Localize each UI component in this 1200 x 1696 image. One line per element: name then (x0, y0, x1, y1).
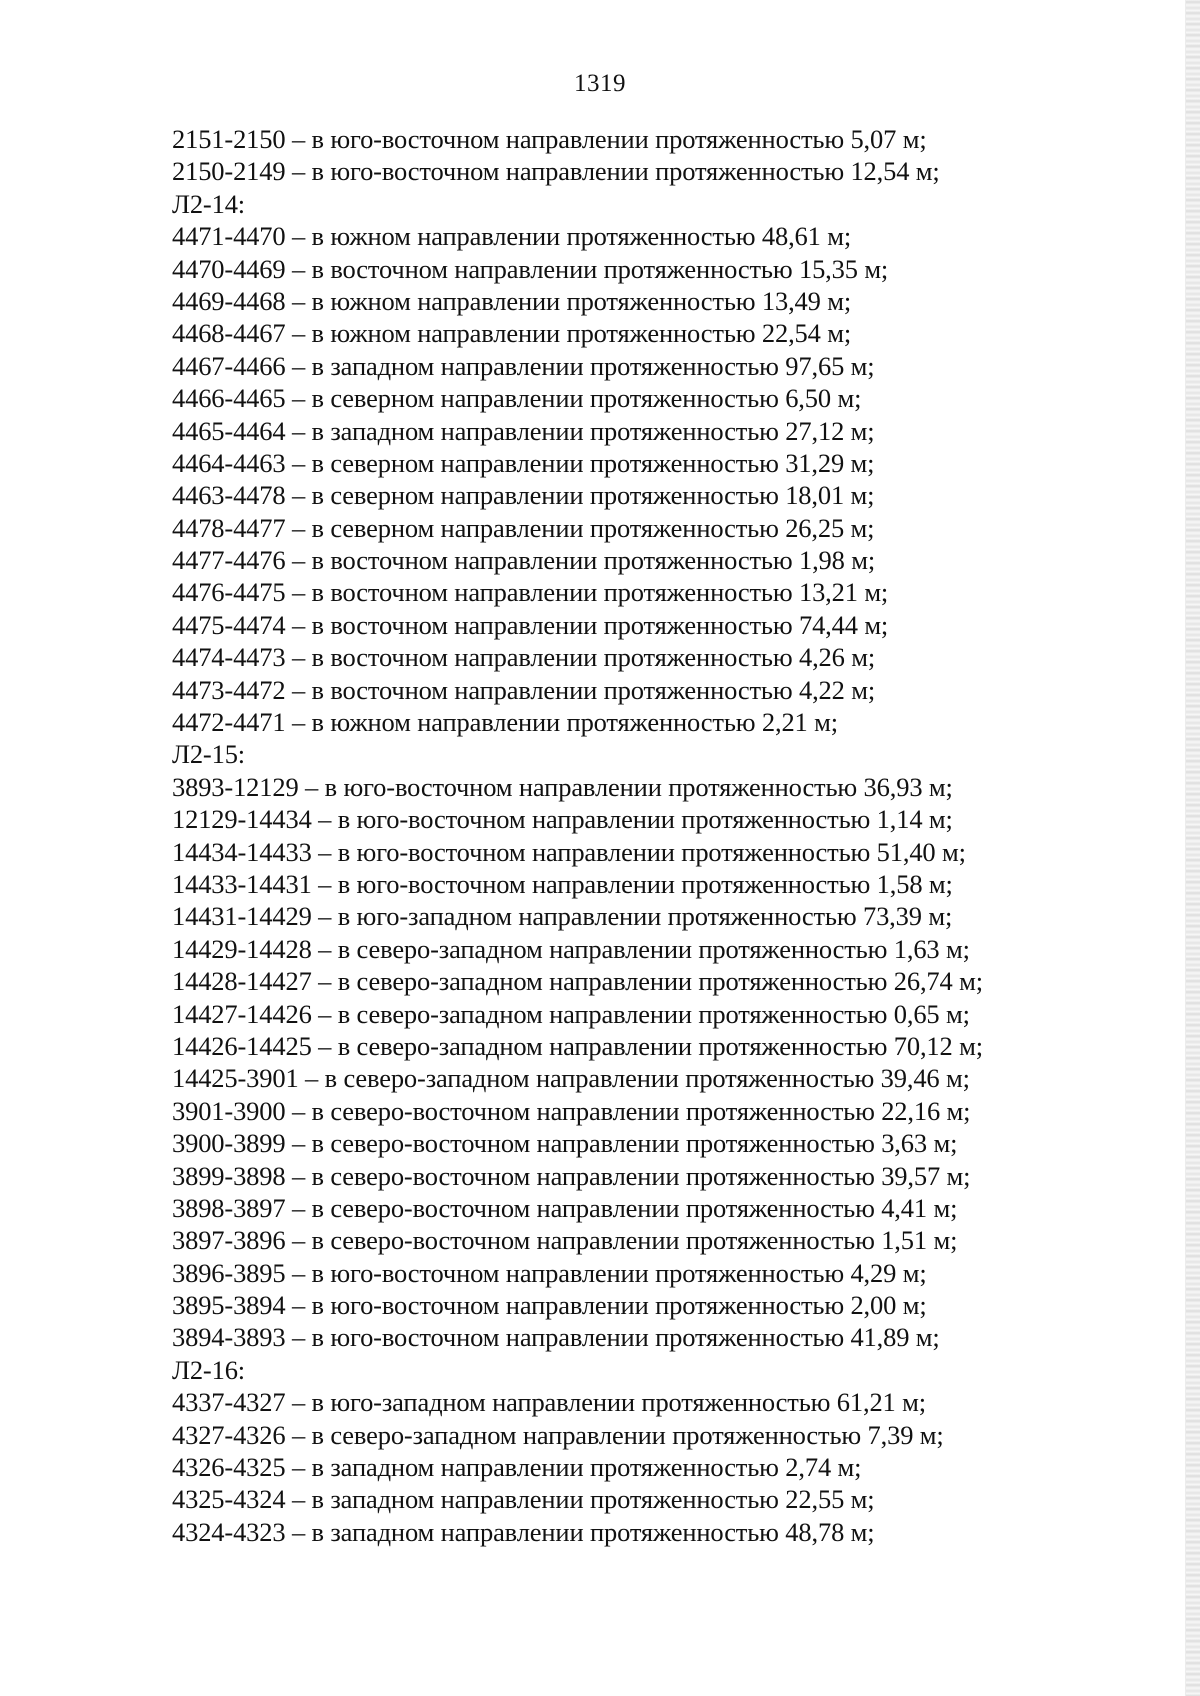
scan-edge-artifact (1185, 0, 1200, 1696)
text-line: 14429-14428 – в северо-западном направлении протяженностью 1,63 м; (172, 933, 970, 964)
text-line: 3899-3898 – в северо-восточном направлении протяженностью 39,57 м; (172, 1160, 971, 1191)
text-line: 3900-3899 – в северо-восточном направлении протяженностью 3,63 м; (172, 1128, 958, 1159)
text-line: 3898-3897 – в северо-восточном направлении протяженностью 4,41 м; (172, 1192, 958, 1223)
section-heading: Л2-16: (172, 1354, 246, 1385)
text-line: 4463-4478 – в северном направлении протяженностью 18,01 м; (172, 480, 875, 511)
text-line: 2150-2149 – в юго-восточном направлении протяженностью 12,54 м; (172, 156, 940, 187)
section-heading: Л2-14: (172, 188, 246, 219)
page-number: 1319 (574, 70, 626, 97)
text-line: 14434-14433 – в юго-восточном направлении протяженностью 51,40 м; (172, 836, 966, 867)
text-line: 4469-4468 – в южном направлении протяженностью 13,49 м; (172, 285, 852, 316)
text-line: 4466-4465 – в северном направлении протяженностью 6,50 м; (172, 383, 862, 414)
text-line: 4476-4475 – в восточном направлении протяженностью 13,21 м; (172, 577, 889, 608)
text-line: 3897-3896 – в северо-восточном направлении протяженностью 1,51 м; (172, 1225, 958, 1256)
text-line: 4475-4474 – в восточном направлении протяженностью 74,44 м; (172, 609, 889, 640)
text-line: 14426-14425 – в северо-западном направлении протяженностью 70,12 м; (172, 1030, 983, 1061)
text-line: 4465-4464 – в западном направлении протяженностью 27,12 м; (172, 415, 875, 446)
text-line: 3901-3900 – в северо-восточном направлении протяженностью 22,16 м; (172, 1095, 971, 1126)
text-line: 3893-12129 – в юго-восточном направлении протяженностью 36,93 м; (172, 771, 953, 802)
text-line: 4327-4326 – в северо-западном направлении протяженностью 7,39 м; (172, 1419, 944, 1450)
text-line: 14427-14426 – в северо-западном направлении протяженностью 0,65 м; (172, 998, 970, 1029)
text-line: 4472-4471 – в южном направлении протяженностью 2,21 м; (172, 707, 838, 738)
text-line: 4326-4325 – в западном направлении протяженностью 2,74 м; (172, 1452, 862, 1483)
text-line: 4467-4466 – в западном направлении протяженностью 97,65 м; (172, 350, 875, 381)
document-body (172, 123, 1072, 1548)
text-line: 12129-14434 – в юго-восточном направлении протяженностью 1,14 м; (172, 804, 953, 835)
text-line: 4337-4327 – в юго-западном направлении протяженностью 61,21 м; (172, 1387, 926, 1418)
text-line: 4478-4477 – в северном направлении протяженностью 26,25 м; (172, 512, 875, 543)
text-line: 2151-2150 – в юго-восточном направлении протяженностью 5,07 м; (172, 124, 927, 154)
text-line: 14433-14431 – в юго-восточном направлении протяженностью 1,58 м; (172, 868, 953, 899)
text-line: 14431-14429 – в юго-западном направлении протяженностью 73,39 м; (172, 901, 953, 932)
text-line: 3895-3894 – в юго-восточном направлении протяженностью 2,00 м; (172, 1290, 927, 1321)
text-line: 3894-3893 – в юго-восточном направлении протяженностью 41,89 м; (172, 1322, 940, 1353)
text-line: 4468-4467 – в южном направлении протяженностью 22,54 м; (172, 318, 852, 349)
text-line: 4477-4476 – в восточном направлении протяженностью 1,98 м; (172, 545, 876, 576)
text-line: 4471-4470 – в южном направлении протяженностью 48,61 м; (172, 221, 852, 252)
text-line: 3896-3895 – в юго-восточном направлении протяженностью 4,29 м; (172, 1257, 927, 1288)
text-line: 4474-4473 – в восточном направлении протяженностью 4,26 м; (172, 642, 876, 673)
text-line: 14425-3901 – в северо-западном направлении протяженностью 39,46 м; (172, 1063, 970, 1094)
text-line: 4324-4323 – в западном направлении протяженностью 48,78 м; (172, 1516, 875, 1547)
section-heading: Л2-15: (172, 739, 246, 770)
text-line: 4470-4469 – в восточном направлении протяженностью 15,35 м; (172, 253, 889, 284)
text-line: 4464-4463 – в северном направлении протяженностью 31,29 м; (172, 447, 875, 478)
text-line: 4325-4324 – в западном направлении протяженностью 22,55 м; (172, 1484, 875, 1515)
text-line: 14428-14427 – в северо-западном направлении протяженностью 26,74 м; (172, 966, 983, 997)
text-line: 4473-4472 – в восточном направлении протяженностью 4,22 м; (172, 674, 876, 705)
